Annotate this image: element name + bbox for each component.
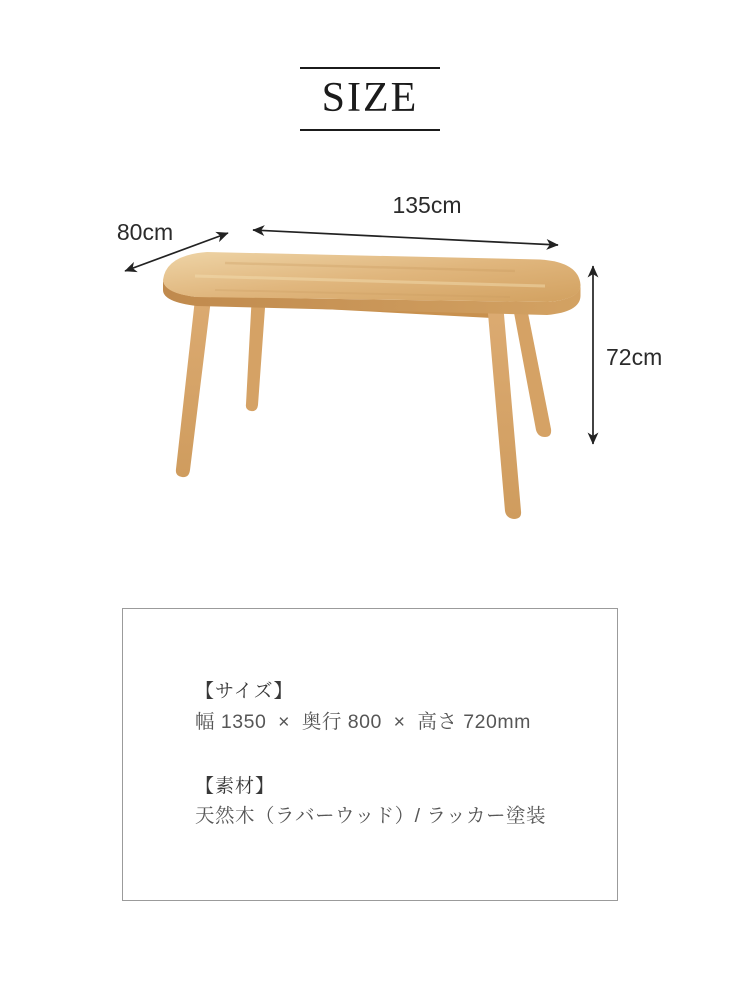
table-leg-back-left [246, 293, 266, 411]
page-title: SIZE [321, 75, 419, 121]
table-leg-front-right [487, 302, 521, 519]
width-dimension-label: 135cm [392, 192, 462, 218]
spec-box [122, 608, 618, 901]
spec-material-value: 天然木（ラバーウッド）/ ラッカー塗装 [195, 805, 547, 827]
spec-material-heading: 【素材】 [195, 776, 276, 797]
depth-dimension-label: 80cm [116, 219, 174, 245]
width-arrow [253, 230, 558, 245]
table-leg-back-right [512, 302, 551, 437]
spec-size-heading: 【サイズ】 [195, 681, 294, 702]
spec-size-value: 幅 1350 × 奥行 800 × 高さ 720mm [195, 711, 531, 733]
table-leg-front-left [176, 290, 212, 477]
height-dimension-label: 72cm [606, 344, 663, 370]
